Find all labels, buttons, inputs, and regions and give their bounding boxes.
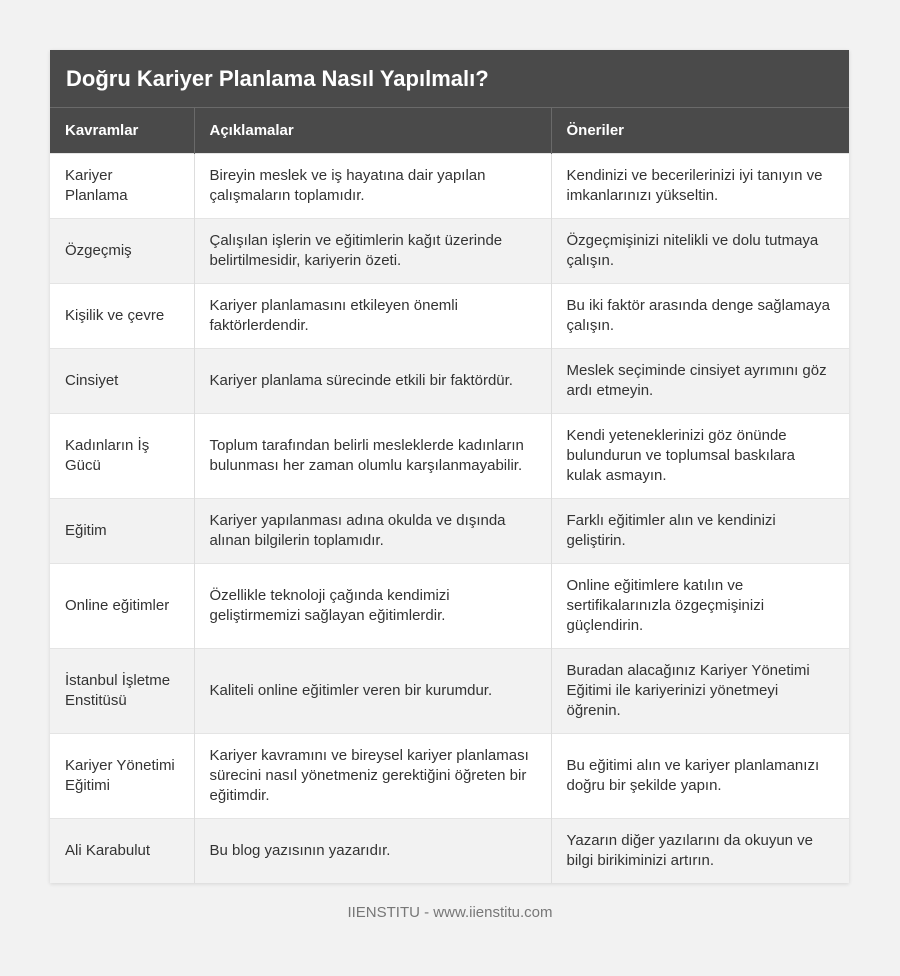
cell-kavram: Cinsiyet xyxy=(50,348,194,413)
table-row xyxy=(50,818,849,883)
table-row xyxy=(50,283,849,348)
career-planning-table-card xyxy=(50,50,849,883)
table-row xyxy=(50,413,849,498)
cell-oneri: Online eğitimlere katılın ve sertifikalarınızla özgeçmişinizi güçlendirin. xyxy=(551,563,849,648)
cell-aciklama: Bireyin meslek ve iş hayatına dair yapılan çalışmaların toplamıdır. xyxy=(194,153,551,218)
cell-oneri: Buradan alacağınız Kariyer Yönetimi Eğitimi ile kariyerinizi yönetmeyi öğrenin. xyxy=(551,648,849,733)
cell-aciklama: Bu blog yazısının yazarıdır. xyxy=(194,818,551,883)
cell-kavram: Online eğitimler xyxy=(50,563,194,648)
cell-kavram: İstanbul İşletme Enstitüsü xyxy=(50,648,194,733)
table-row xyxy=(50,563,849,648)
cell-aciklama: Özellikle teknoloji çağında kendimizi geliştirmemizi sağlayan eğitimlerdir. xyxy=(194,563,551,648)
cell-kavram: Kariyer Planlama xyxy=(50,153,194,218)
cell-aciklama: Kariyer planlamasını etkileyen önemli faktörlerdendir. xyxy=(194,283,551,348)
cell-kavram: Kadınların İş Gücü xyxy=(50,413,194,498)
table-title: Doğru Kariyer Planlama Nasıl Yapılmalı? xyxy=(50,50,849,108)
cell-oneri: Farklı eğitimler alın ve kendinizi geliştirin. xyxy=(551,498,849,563)
cell-aciklama: Kariyer kavramını ve bireysel kariyer planlaması sürecini nasıl yönetmeniz gerektiğini öğreten bir eğitimdir. xyxy=(194,733,551,818)
table-row xyxy=(50,218,849,283)
footer-credit: IIENSTITU - www.iienstitu.com xyxy=(347,904,553,921)
table-row xyxy=(50,348,849,413)
cell-oneri: Yazarın diğer yazılarını da okuyun ve bilgi birikiminizi artırın. xyxy=(551,818,849,883)
cell-kavram: Özgeçmiş xyxy=(50,218,194,283)
column-header-kavramlar: Kavramlar xyxy=(50,108,194,153)
table-row xyxy=(50,733,849,818)
column-header-oneriler: Öneriler xyxy=(551,108,849,153)
cell-aciklama: Kariyer yapılanması adına okulda ve dışında alınan bilgilerin toplamıdır. xyxy=(194,498,551,563)
table-row xyxy=(50,498,849,563)
column-header-aciklamalar: Açıklamalar xyxy=(194,108,551,153)
cell-aciklama: Çalışılan işlerin ve eğitimlerin kağıt üzerinde belirtilmesidir, kariyerin özeti. xyxy=(194,218,551,283)
cell-aciklama: Kaliteli online eğitimler veren bir kurumdur. xyxy=(194,648,551,733)
cell-kavram: Ali Karabulut xyxy=(50,818,194,883)
cell-aciklama: Kariyer planlama sürecinde etkili bir faktördür. xyxy=(194,348,551,413)
career-planning-table xyxy=(50,108,849,883)
cell-oneri: Bu iki faktör arasında denge sağlamaya çalışın. xyxy=(551,283,849,348)
cell-oneri: Meslek seçiminde cinsiyet ayrımını göz ardı etmeyin. xyxy=(551,348,849,413)
cell-oneri: Özgeçmişinizi nitelikli ve dolu tutmaya çalışın. xyxy=(551,218,849,283)
cell-kavram: Eğitim xyxy=(50,498,194,563)
cell-aciklama: Toplum tarafından belirli mesleklerde kadınların bulunması her zaman olumlu karşılanmayabilir. xyxy=(194,413,551,498)
table-header-row xyxy=(50,108,849,153)
cell-kavram: Kariyer Yönetimi Eğitimi xyxy=(50,733,194,818)
cell-oneri: Kendi yeteneklerinizi göz önünde bulundurun ve toplumsal baskılara kulak asmayın. xyxy=(551,413,849,498)
cell-oneri: Kendinizi ve becerilerinizi iyi tanıyın ve imkanlarınızı yükseltin. xyxy=(551,153,849,218)
table-row xyxy=(50,648,849,733)
table-row xyxy=(50,153,849,218)
cell-kavram: Kişilik ve çevre xyxy=(50,283,194,348)
cell-oneri: Bu eğitimi alın ve kariyer planlamanızı doğru bir şekilde yapın. xyxy=(551,733,849,818)
